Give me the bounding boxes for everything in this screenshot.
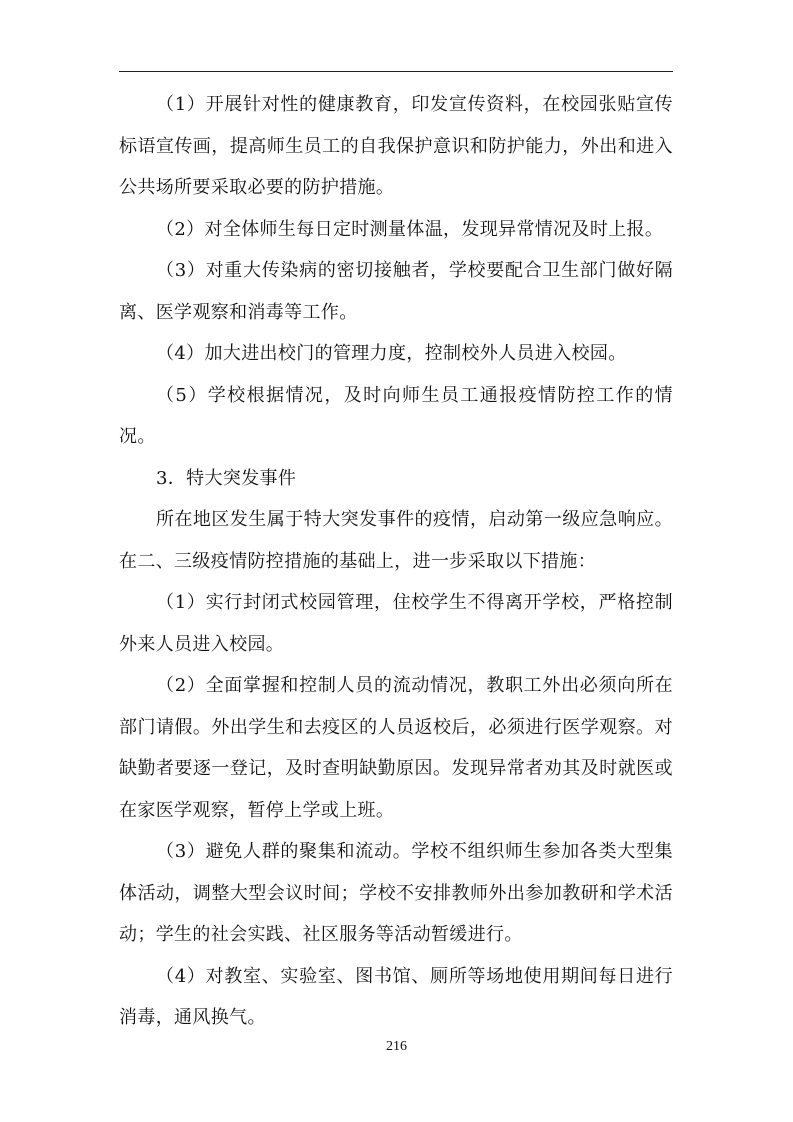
paragraph-level1-measure-4: （4）对教室、实验室、图书馆、厕所等场地使用期间每日进行消毒，通风换气。 [119,965,673,1028]
paragraph-level1-measure-3: （3）避免人群的聚集和流动。学校不组织师生参加各类大型集体活动，调整大型会议时间；学校不安排教师外出参加教研和学术活动；学生的社会实践、社区服务等活动暂缓进行。 [119,841,673,945]
paragraph-measure-4: （4）加大进出校门的管理力度，控制校外人员进入校园。 [156,343,627,364]
paragraph-intro: 所在地区发生属于特大突发事件的疫情，启动第一级应急响应。在二、三级疫情防控措施的基础上，进一步采取以下措施： [119,509,673,572]
paragraph-level1-measure-1: （1）实行封闭式校园管理，住校学生不得离开学校，严格控制外来人员进入校园。 [119,592,673,655]
paragraph-measure-3: （3）对重大传染病的密切接触者，学校要配合卫生部门做好隔离、医学观察和消毒等工作。 [119,260,673,323]
paragraph-measure-2: （2）对全体师生每日定时测量体温，发现异常情况及时上报。 [156,218,664,240]
paragraph-measure-1: （1）开展针对性的健康教育，印发宣传资料，在校园张贴宣传标语宣传画，提高师生员工的自我保护意识和防护能力，外出和进入公共场所要采取必要的防护措施。 [119,94,673,198]
section-heading: 3．特大突发事件 [156,467,297,489]
paragraph-measure-5: （5）学校根据情况，及时向师生员工通报疫情防控工作的情况。 [119,384,673,447]
page-number: 216 [386,1039,407,1054]
body-text [119,84,673,1039]
header-rule [119,71,673,72]
paragraph-level1-measure-2: （2）全面掌握和控制人员的流动情况，教职工外出必须向所在部门请假。外出学生和去疫区的人员返校后，必须进行医学观察。对缺勤者要逐一登记，及时查明缺勤原因。发现异常者劝其及时就医或在家医学观察，暂停上学或上班。 [119,675,673,821]
